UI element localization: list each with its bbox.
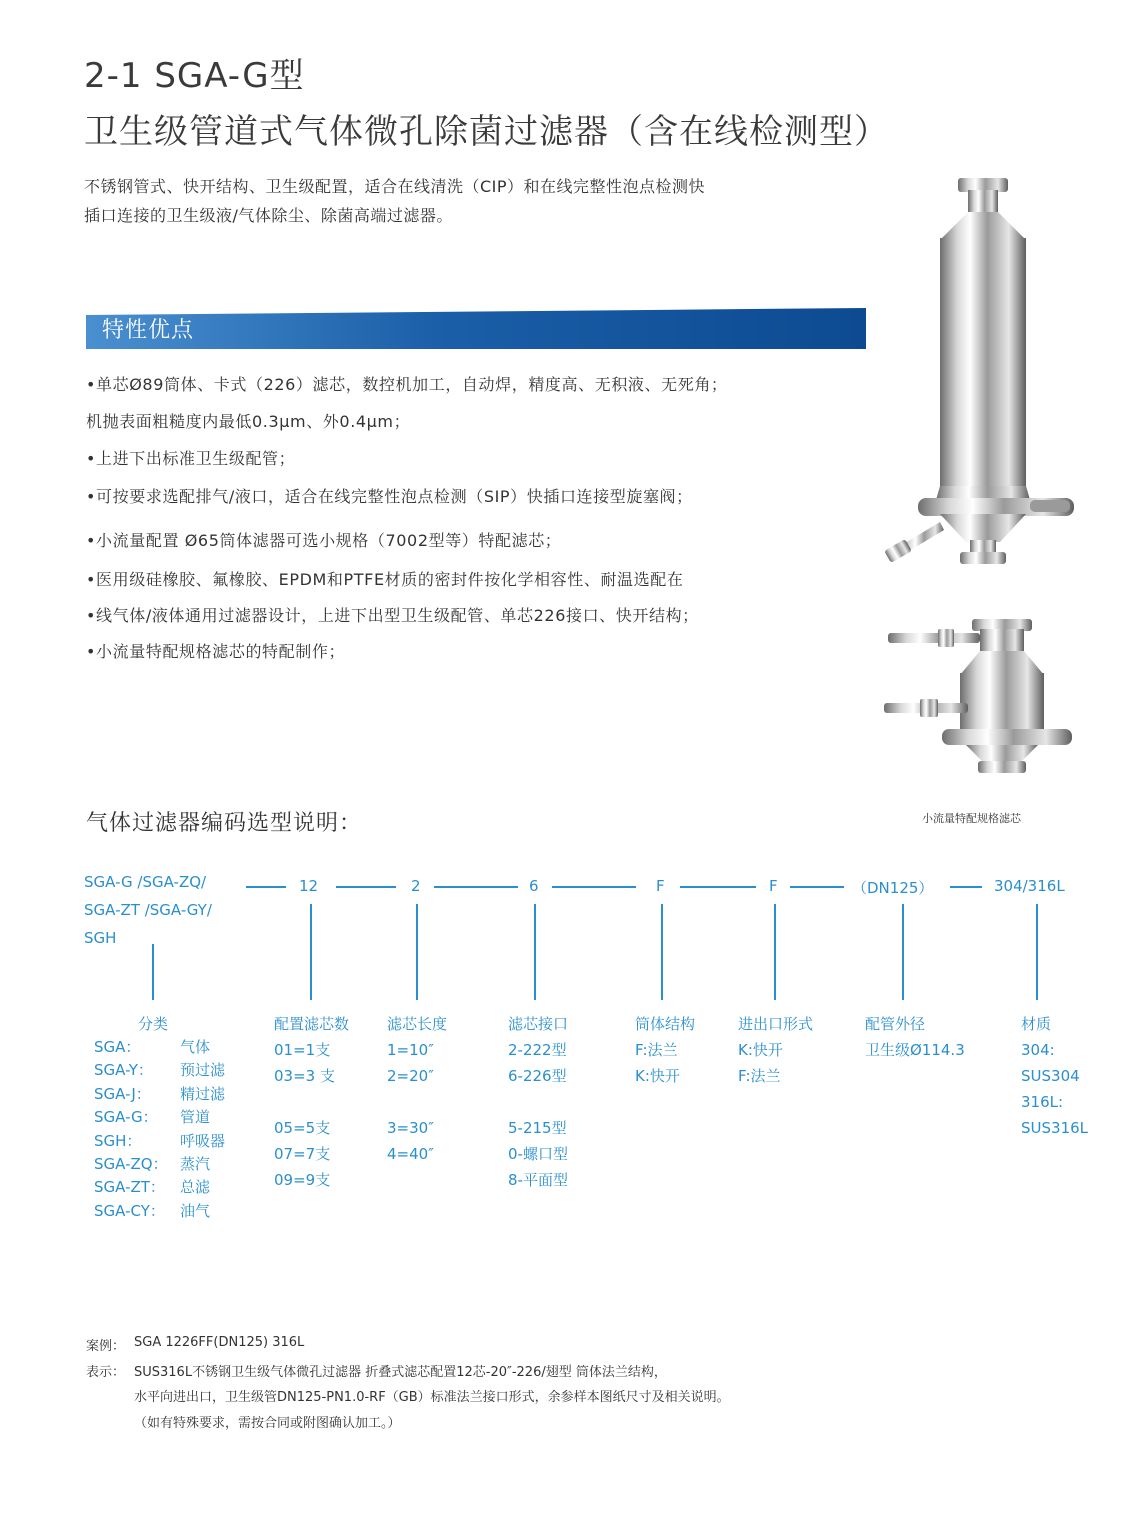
leader-line: [902, 904, 904, 1000]
code-connector: [434, 886, 518, 888]
cores-option: 01=1支: [274, 1041, 331, 1059]
small-filter-photo: [880, 615, 1080, 785]
code-part-body: F: [656, 877, 665, 895]
leader-line: [416, 904, 418, 1000]
classify-code: SGA-ZQ：: [94, 1155, 168, 1174]
classify-label: 预过滤: [180, 1061, 226, 1080]
classify-code: SGA-CY：: [94, 1201, 165, 1220]
intro-paragraph: [84, 172, 884, 230]
code-connector: [790, 886, 844, 888]
example-label: 案例：: [86, 1339, 126, 1354]
feature-item: •单芯Ø89筒体、卡式（226）滤芯，数控机加工，自动焊，精度高、无积液、无死角；: [86, 375, 728, 394]
length-column: [387, 1011, 447, 1167]
code-part-material: 304/316L: [994, 877, 1065, 895]
cores-header: 配置滤芯数: [274, 1015, 350, 1033]
feature-item: 机抛表面粗糙度内最低0.3μm、外0.4μm；: [86, 412, 411, 431]
interface-option: 2-222型: [508, 1041, 567, 1059]
length-option: 3=30″: [387, 1119, 434, 1137]
classify-label: 蒸汽: [180, 1155, 211, 1174]
cores-option: 03=3 支: [274, 1067, 335, 1085]
intro-line: 不锈钢管式、快开结构、卫生级配置，适合在线清洗（CIP）和在线完整性泡点检测快: [84, 177, 706, 196]
pipe-header: 配管外径: [865, 1015, 926, 1033]
code-connector: [950, 886, 982, 888]
length-option: 1=10″: [387, 1041, 434, 1059]
classify-list: [94, 1036, 225, 1223]
pipe-column: [865, 1011, 965, 1063]
code-connector: [552, 886, 636, 888]
inout-option: F:法兰: [738, 1067, 781, 1085]
interface-header: 滤芯接口: [508, 1015, 569, 1033]
interface-option: 6-226型: [508, 1067, 567, 1085]
classify-code: SGA-ZT：: [94, 1178, 165, 1197]
meaning-label: 表示：: [86, 1365, 126, 1380]
length-option: 4=40″: [387, 1145, 434, 1163]
cores-option: 07=7支: [274, 1145, 331, 1163]
material-option: 304:: [1021, 1041, 1055, 1059]
page-title-product: 卫生级管道式气体微孔除菌过滤器（含在线检测型）: [84, 112, 889, 152]
code-connector: [336, 886, 396, 888]
classify-code: SGA-J：: [94, 1084, 151, 1103]
features-heading: 特性优点: [102, 318, 195, 343]
interface-option: 0-螺口型: [508, 1145, 568, 1163]
code-prefix-line: SGA-G /SGA-ZQ/: [84, 873, 207, 891]
length-header: 滤芯长度: [387, 1015, 448, 1033]
material-option: SUS304: [1021, 1067, 1080, 1085]
interface-option: 8-平面型: [508, 1171, 568, 1189]
inout-option: K:快开: [738, 1041, 783, 1059]
leader-line: [152, 944, 154, 1000]
leader-line: [1036, 904, 1038, 1000]
photo-caption: 小流量特配规格滤芯: [922, 812, 1021, 825]
interface-column: [508, 1011, 568, 1193]
body-column: [635, 1011, 695, 1089]
leader-line: [534, 904, 536, 1000]
code-connector: [680, 886, 756, 888]
inout-column: [738, 1011, 813, 1089]
interface-option: 5-215型: [508, 1119, 567, 1137]
classify-label: 管道: [180, 1108, 211, 1127]
filter-housing-photo: [880, 170, 1080, 580]
feature-item: •小流量配置 Ø65筒体滤器可选小规格（7002型等）特配滤芯；: [86, 531, 562, 550]
meaning-line: （如有特殊要求，需按合同或附图确认加工。）: [134, 1416, 401, 1431]
cores-option: 05=5支: [274, 1119, 331, 1137]
code-part-pipe: （DN125）: [852, 879, 934, 897]
material-header: 材质: [1021, 1015, 1052, 1033]
pipe-option: 卫生级Ø114.3: [865, 1041, 965, 1059]
classify-label: 呼吸器: [180, 1131, 226, 1150]
code-part-inout: F: [769, 877, 778, 895]
code-connector: [246, 886, 286, 888]
material-option: 316L:: [1021, 1093, 1064, 1111]
example-value: SGA 1226FF(DN125) 316L: [134, 1335, 305, 1350]
body-header: 筒体结构: [635, 1015, 696, 1033]
code-prefix-line: SGA-ZT /SGA-GY/: [84, 901, 212, 919]
intro-line: 插口连接的卫生级液/气体除尘、除菌高端过滤器。: [84, 206, 453, 225]
code-part-interface: 6: [529, 877, 539, 895]
leader-line: [661, 904, 663, 1000]
classify-header: 分类: [138, 1015, 169, 1033]
feature-item: •医用级硅橡胶、氟橡胶、EPDM和PTFE材质的密封件按化学相容性、耐温选配在: [86, 570, 684, 589]
classify-code: SGH：: [94, 1131, 142, 1150]
code-prefix-line: SGH: [84, 929, 117, 947]
leader-line: [310, 904, 312, 1000]
code-part-cores: 12: [299, 877, 319, 895]
body-option: K:快开: [635, 1067, 680, 1085]
classify-label: 精过滤: [180, 1084, 226, 1103]
cores-option: 09=9支: [274, 1171, 331, 1189]
meaning-line: SUS316L不锈钢卫生级气体微孔过滤器 折叠式滤芯配置12芯-20″-226/翅型 筒体法兰结构，: [134, 1365, 667, 1380]
classify-code: SGA-Y：: [94, 1061, 153, 1080]
material-option: SUS316L: [1021, 1119, 1089, 1137]
classify-code: SGA-G：: [94, 1108, 158, 1127]
classify-code: SGA：: [94, 1038, 141, 1056]
cores-column: [274, 1011, 349, 1193]
feature-item: •上进下出标准卫生级配管；: [86, 449, 296, 468]
meaning-line: 水平向进出口，卫生级管DN125-PN1.0-RF（GB）标准法兰接口形式，余参样本图纸尺寸及相关说明。: [134, 1390, 730, 1405]
feature-item: •小流量特配规格滤芯的特配制作；: [86, 642, 346, 661]
body-option: F:法兰: [635, 1041, 678, 1059]
length-option: 2=20″: [387, 1067, 434, 1085]
classify-label: 油气: [180, 1201, 211, 1220]
coding-heading: 气体过滤器编码选型说明：: [86, 811, 363, 836]
feature-item: •线气体/液体通用过滤器设计，上进下出型卫生级配管、单芯226接口、快开结构；: [86, 606, 699, 625]
leader-line: [774, 904, 776, 1000]
inout-header: 进出口形式: [738, 1015, 814, 1033]
classify-label: 总滤: [180, 1178, 211, 1197]
page-title-model: 2-1 SGA-G型: [84, 56, 305, 96]
code-part-length: 2: [411, 877, 421, 895]
material-column: [1021, 1011, 1088, 1141]
feature-item: •可按要求选配排气/液口，适合在线完整性泡点检测（SIP）快插口连接型旋塞阀；: [86, 487, 693, 506]
classify-label: 气体: [180, 1038, 211, 1056]
